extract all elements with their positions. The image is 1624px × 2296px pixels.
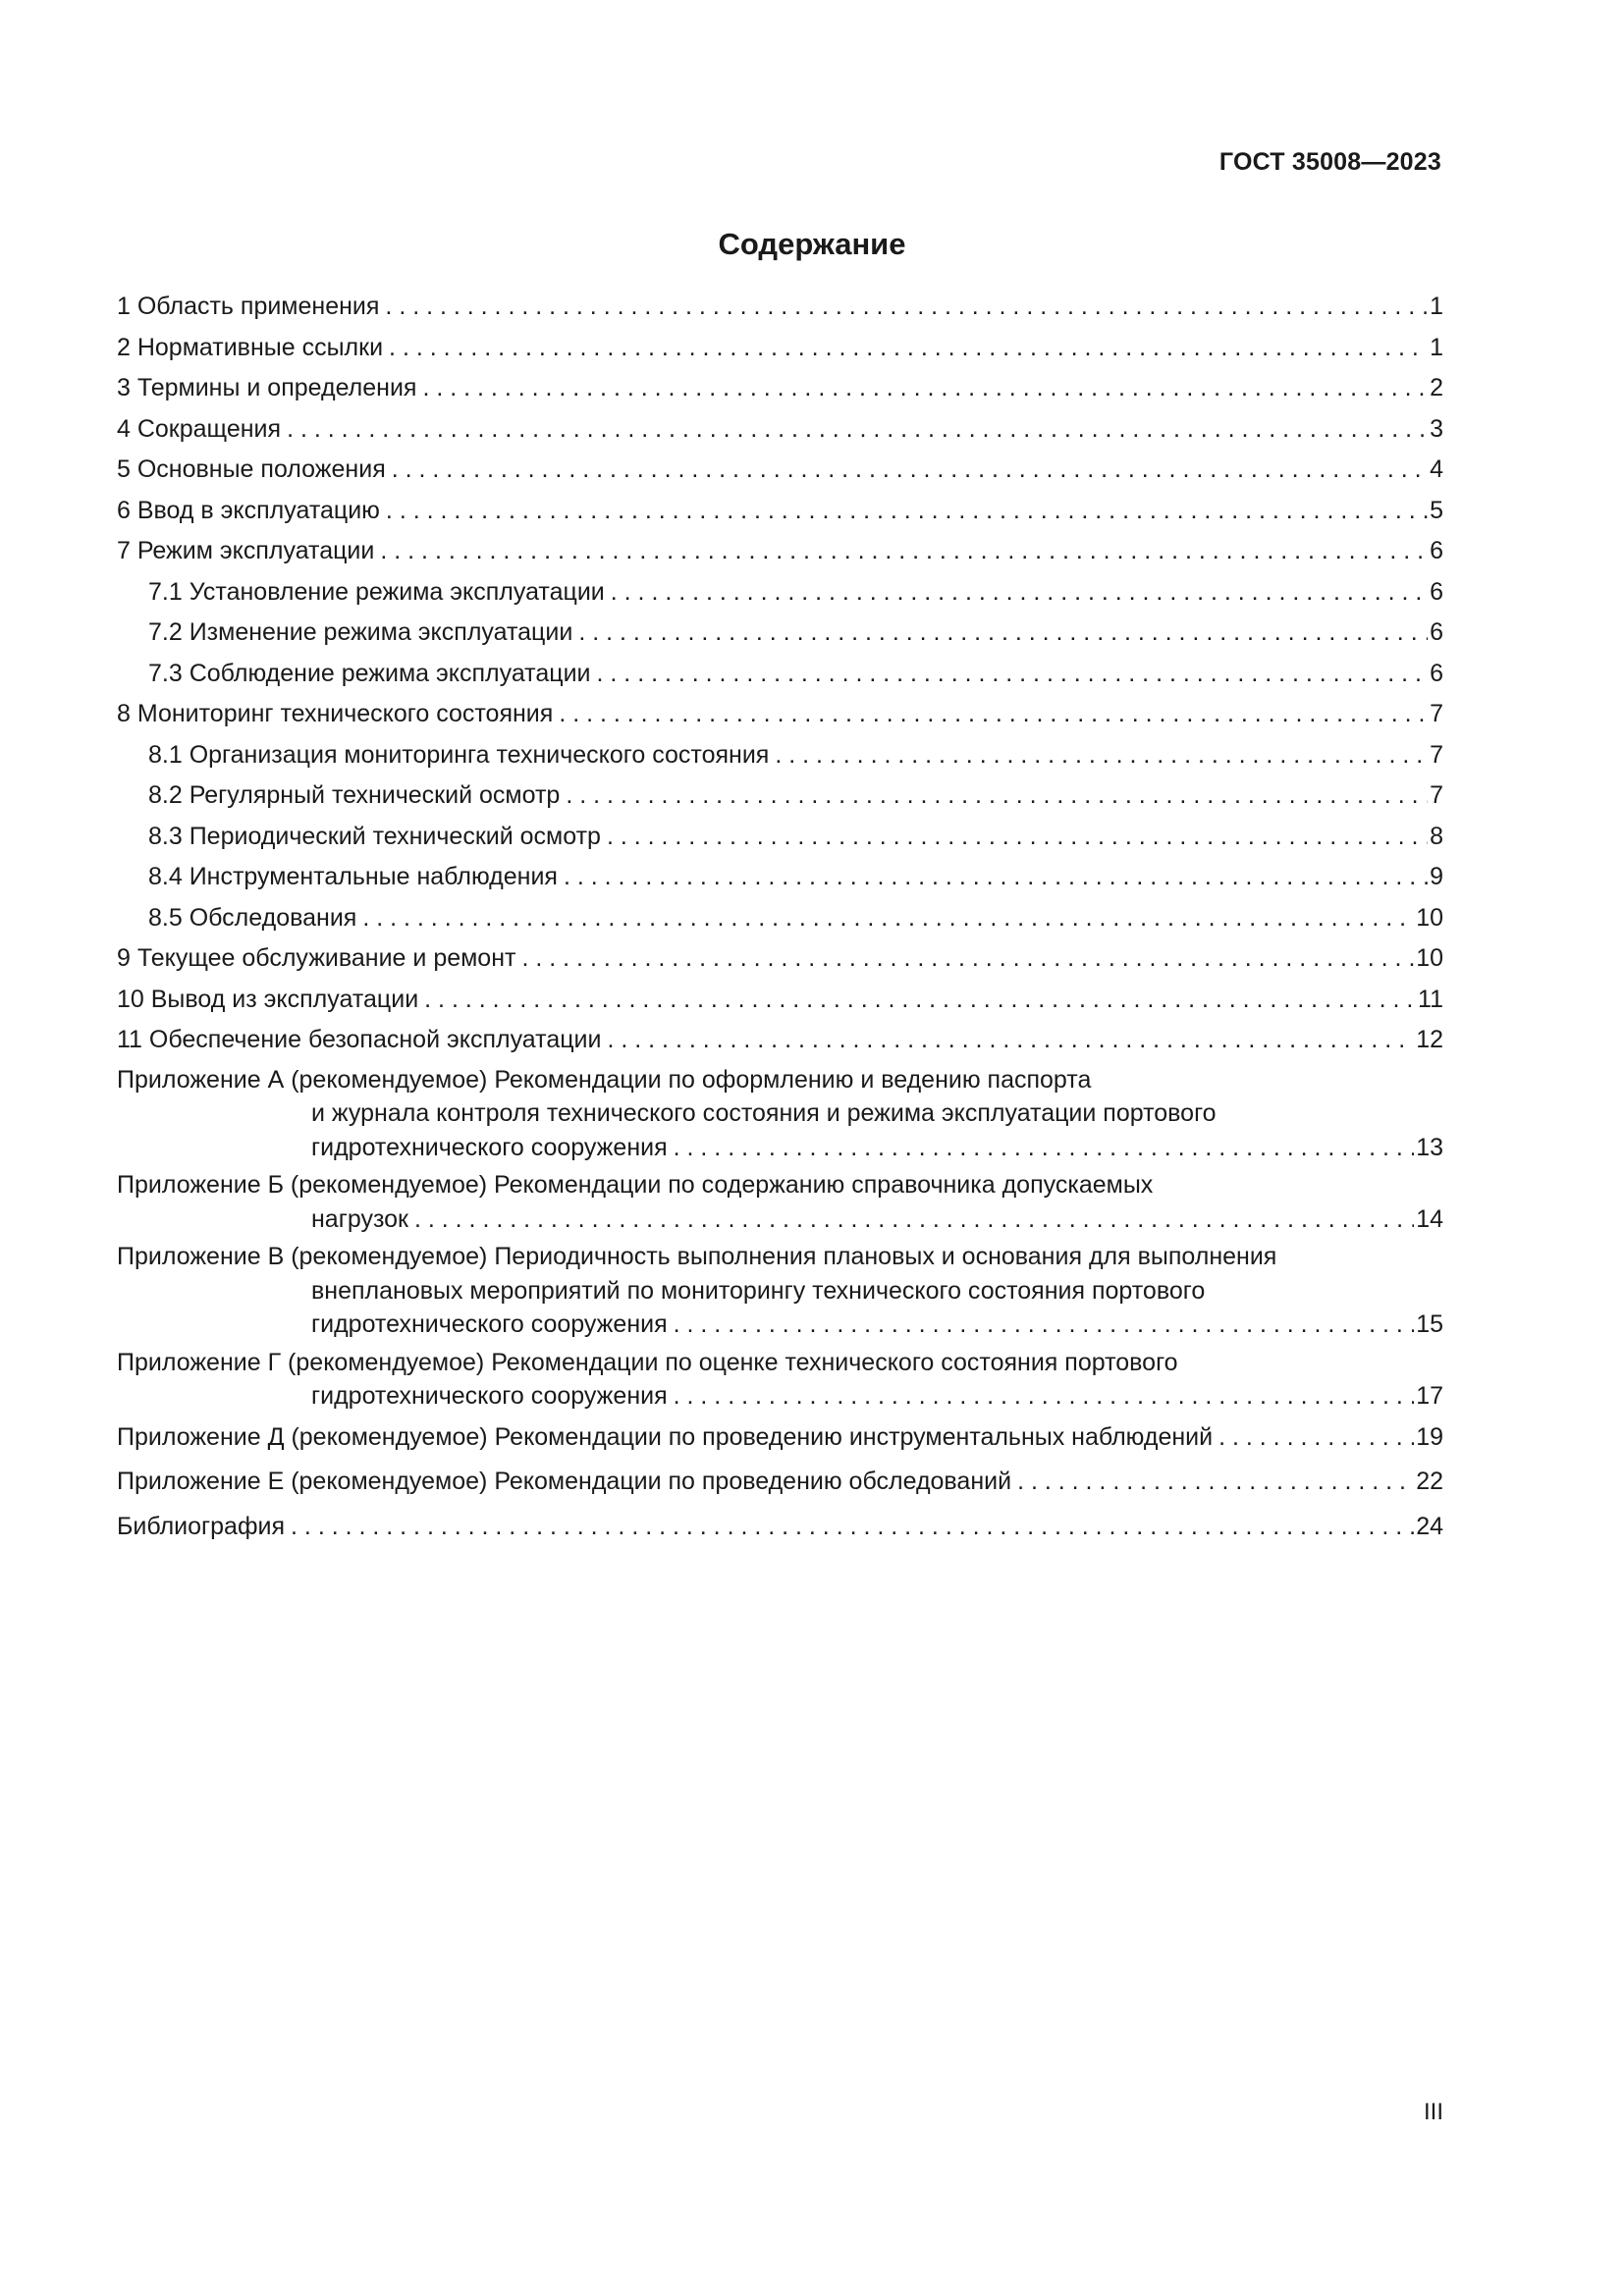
appendix-title-line: гидротехнического сооружения (311, 1133, 668, 1161)
toc-entry-page: 9 (1430, 863, 1443, 890)
appendix-title-line: и журнала контроля технического состояния и режима эксплуатации портового (311, 1099, 1217, 1127)
toc-entry-label: 10 Вывод из эксплуатации (117, 985, 419, 1013)
leader-dots (566, 775, 1428, 817)
page-number: III (1423, 2099, 1443, 2125)
toc-subentry[interactable] (117, 898, 1443, 939)
toc-entry-page: 5 (1430, 496, 1443, 524)
toc-subentry[interactable] (117, 572, 1443, 614)
toc-entry[interactable] (117, 328, 1443, 369)
toc-entry-page: 7 (1430, 781, 1443, 809)
leader-dots (674, 1131, 1415, 1165)
toc-entry-label: 7.3 Соблюдение режима эксплуатации (148, 659, 591, 687)
toc-entry-label: 1 Область применения (117, 293, 380, 320)
toc-entry[interactable] (117, 980, 1443, 1021)
leader-dots (607, 817, 1428, 858)
toc-entry-label: 8.2 Регулярный технический осмотр (148, 781, 561, 809)
toc-entry-label: 9 Текущее обслуживание и ремонт (117, 944, 516, 972)
toc-subentry[interactable] (117, 613, 1443, 654)
toc-entry-page: 2 (1430, 374, 1443, 401)
leader-dots (386, 491, 1428, 532)
appendix-title-line: Приложение Г (рекомендуемое) Рекомендации по оценке технического состояния портового (117, 1348, 1178, 1376)
toc-entry-page: 1 (1430, 293, 1443, 320)
toc-entry-label: Библиография (117, 1512, 286, 1540)
leader-dots (559, 694, 1428, 735)
toc-entry-label: 8 Мониторинг технического состояния (117, 700, 554, 727)
toc-entry-label: 7.2 Изменение режима эксплуатации (148, 618, 573, 646)
leader-dots (775, 735, 1428, 776)
toc-entry-page: 11 (1418, 985, 1443, 1013)
toc-entry-label: 6 Ввод в эксплуатацию (117, 496, 380, 524)
toc-entry-page: 7 (1430, 700, 1443, 727)
leader-dots (611, 572, 1428, 614)
appendix-title-line: Приложение Б (рекомендуемое) Рекомендации по содержанию справочника допускаемых (117, 1171, 1154, 1199)
leader-dots (597, 654, 1429, 695)
leader-dots (424, 980, 1416, 1021)
toc-entry-page: 7 (1430, 740, 1443, 769)
toc-entry-page: 1 (1430, 333, 1443, 361)
toc-entry[interactable] (117, 491, 1443, 532)
toc-entry-page: 8 (1430, 822, 1443, 850)
toc-entry-label: 8.3 Периодический технический осмотр (148, 822, 601, 850)
leader-dots (607, 1020, 1414, 1061)
toc-entry-label: 11 Обеспечение безопасной эксплуатации (117, 1026, 602, 1053)
toc-appendix-g[interactable] (117, 1346, 1443, 1414)
toc-appendix-b[interactable] (117, 1168, 1443, 1236)
toc-entry[interactable] (117, 450, 1443, 491)
toc-appendix-a[interactable] (117, 1063, 1443, 1165)
table-of-contents (117, 287, 1443, 1547)
leader-dots (385, 287, 1428, 328)
leader-dots (392, 450, 1428, 491)
toc-entry-page: 17 (1416, 1382, 1443, 1410)
toc-entry-page: 22 (1416, 1468, 1443, 1495)
toc-entry[interactable] (117, 1020, 1443, 1061)
appendix-title-line: Приложение А (рекомендуемое) Рекомендации по оформлению и ведению паспорта (117, 1065, 1092, 1094)
toc-entry-page: 6 (1430, 659, 1443, 687)
leader-dots (287, 409, 1428, 451)
toc-entry[interactable] (117, 409, 1443, 451)
toc-entry-label: 2 Нормативные ссылки (117, 333, 384, 361)
appendix-title-line: Приложение Е (рекомендуемое) Рекомендации по проведению обследований (117, 1468, 1012, 1495)
appendix-title-line: внеплановых мероприятий по мониторингу технического состояния портового (311, 1276, 1206, 1305)
toc-entry-label: 7 Режим эксплуатации (117, 537, 375, 564)
toc-entry-page: 15 (1416, 1310, 1443, 1338)
toc-entry-page: 4 (1430, 455, 1443, 483)
toc-entry-label: 5 Основные положения (117, 455, 386, 483)
toc-appendix-v[interactable] (117, 1240, 1443, 1342)
appendix-title-line: Приложение Д (рекомендуемое) Рекомендации по проведению инструментальных наблюдений (117, 1422, 1214, 1451)
toc-entry-bibliography[interactable] (117, 1507, 1443, 1548)
toc-subentry[interactable] (117, 735, 1443, 776)
leader-dots (564, 857, 1428, 898)
leader-dots (674, 1379, 1415, 1414)
toc-entry-page: 6 (1430, 618, 1443, 646)
document-code: ГОСТ 35008—2023 (1218, 148, 1441, 176)
toc-entry[interactable] (117, 368, 1443, 409)
toc-entry-page: 19 (1416, 1422, 1443, 1451)
toc-entry-label: 8.4 Инструментальные наблюдения (148, 863, 558, 890)
toc-entry-label: 4 Сокращения (117, 414, 282, 443)
toc-entry-label: 8.1 Организация мониторинга технического состояния (148, 740, 770, 769)
leader-dots (414, 1202, 1414, 1237)
appendix-title-line: нагрузок (311, 1204, 408, 1233)
toc-entry-page: 14 (1416, 1204, 1443, 1233)
toc-entry-page: 24 (1416, 1512, 1443, 1540)
toc-subentry[interactable] (117, 654, 1443, 695)
toc-subentry[interactable] (117, 775, 1443, 817)
leader-dots (389, 328, 1428, 369)
toc-subentry[interactable] (117, 817, 1443, 858)
toc-entry-page: 10 (1416, 944, 1443, 972)
toc-entry-label: 8.5 Обследования (148, 903, 357, 932)
toc-subentry[interactable] (117, 857, 1443, 898)
appendix-title-line: гидротехнического сооружения (311, 1310, 668, 1338)
appendix-title-line: гидротехнического сооружения (311, 1382, 668, 1410)
leader-dots (380, 531, 1428, 572)
toc-entry[interactable] (117, 938, 1443, 980)
leader-dots (291, 1507, 1414, 1548)
leader-dots (674, 1308, 1415, 1342)
toc-title: Содержание (718, 227, 906, 261)
toc-entry-page: 3 (1430, 414, 1443, 443)
toc-entry-label: 3 Термины и определения (117, 374, 417, 401)
toc-entry[interactable] (117, 694, 1443, 735)
toc-entry-page: 6 (1430, 577, 1443, 606)
leader-dots (521, 938, 1414, 980)
leader-dots (422, 368, 1428, 409)
toc-entry-page: 12 (1416, 1026, 1443, 1053)
toc-entry-page: 10 (1416, 903, 1443, 932)
toc-appendix-e[interactable] (117, 1462, 1443, 1503)
appendix-title-line: Приложение В (рекомендуемое) Периодичность выполнения плановых и основания для выполнения (117, 1243, 1277, 1270)
leader-dots (1218, 1417, 1414, 1459)
toc-entry-page: 13 (1416, 1133, 1443, 1161)
toc-entry[interactable] (117, 531, 1443, 572)
toc-entry[interactable] (117, 287, 1443, 328)
toc-entry-label: 7.1 Установление режима эксплуатации (148, 577, 605, 606)
leader-dots (362, 898, 1414, 939)
toc-appendix-d[interactable] (117, 1417, 1443, 1459)
toc-entry-page: 6 (1430, 537, 1443, 564)
leader-dots (1017, 1462, 1414, 1503)
leader-dots (578, 613, 1428, 654)
